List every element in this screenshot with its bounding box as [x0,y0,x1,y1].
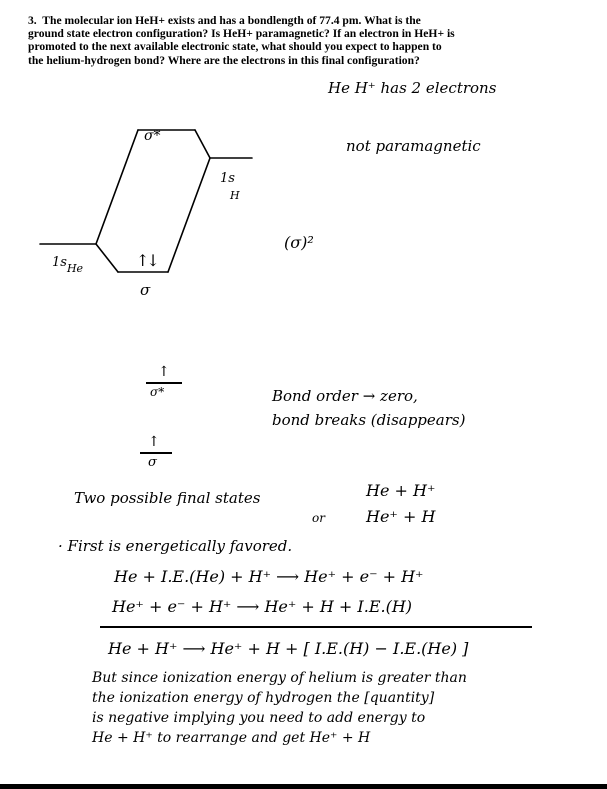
equation-1: He + I.E.(He) + H⁺ ⟶ He⁺ + e⁻ + H⁺ [114,567,424,586]
he-to-sigma-line [96,244,118,272]
page-bottom-border [0,784,607,789]
bond-order-line-1: Bond order → zero, [272,387,418,405]
excited-upper-label: σ* [150,385,165,399]
paramagnetic-note: not paramagnetic [346,137,481,155]
h-orbital-main: 1s [220,171,235,186]
sigma-star-to-h-line [195,130,210,158]
conclusion-line-3: is negative implying you need to add energy to [92,710,426,726]
excited-lower-electron: ↑ [148,434,160,450]
problem-line-3: promoted to the next available electronic state, what should you expect to happen to [28,40,442,54]
conclusion-line-2: the ionization energy of hydrogen the [quantity] [92,690,435,706]
sigma-to-h-line [168,158,210,272]
excited-lower-label: σ [148,455,157,470]
sum-rule [100,626,532,628]
configuration: (σ)² [284,233,314,252]
equation-2: He⁺ + e⁻ + H⁺ ⟶ He⁺ + H + I.E.(H) [112,597,413,616]
h-orbital-label [220,170,240,204]
electrons-note: He H⁺ has 2 electrons [328,79,497,97]
he-orbital-subscript: He [66,262,84,275]
h-orbital-subscript: H [230,189,240,202]
problem-number: 3. [28,14,37,27]
equation-sum: He + H⁺ ⟶ He⁺ + H + [ I.E.(H) − I.E.(He) ] [108,639,469,658]
conclusion-line-1: But since ionization energy of helium is greater than [92,670,467,686]
excited-upper-electron: ↑ [158,364,170,380]
he-to-sigma-star-line [96,130,138,244]
final-states-label: Two possible final states [74,489,261,507]
conclusion-line-4: He + H⁺ to rearrange and get He⁺ + H [92,730,371,746]
sigma-label: σ [140,281,151,299]
sigma-star-label: σ* [144,128,161,144]
bond-order-line-2: bond breaks (disappears) [272,411,466,429]
he-orbital-label [52,254,84,275]
problem-line-2: ground state electron configuration? Is HeH+ paramagnetic? If an electron in HeH+ is [28,27,455,41]
or-word: or [312,511,325,525]
problem-line-4: the helium-hydrogen bond? Where are the electrons in this final configuration? [28,53,420,67]
problem-line-1-text: The molecular ion HeH+ exists and has a bondlength of 77.4 pm. What is the [42,14,421,27]
final-state-2: He⁺ + H [366,507,436,526]
he-orbital-main: 1s [52,255,67,270]
favored-note: · First is energetically favored. [58,537,293,555]
final-state-1: He + H⁺ [366,481,436,500]
bonding-electrons: ↑↓ [136,251,157,270]
